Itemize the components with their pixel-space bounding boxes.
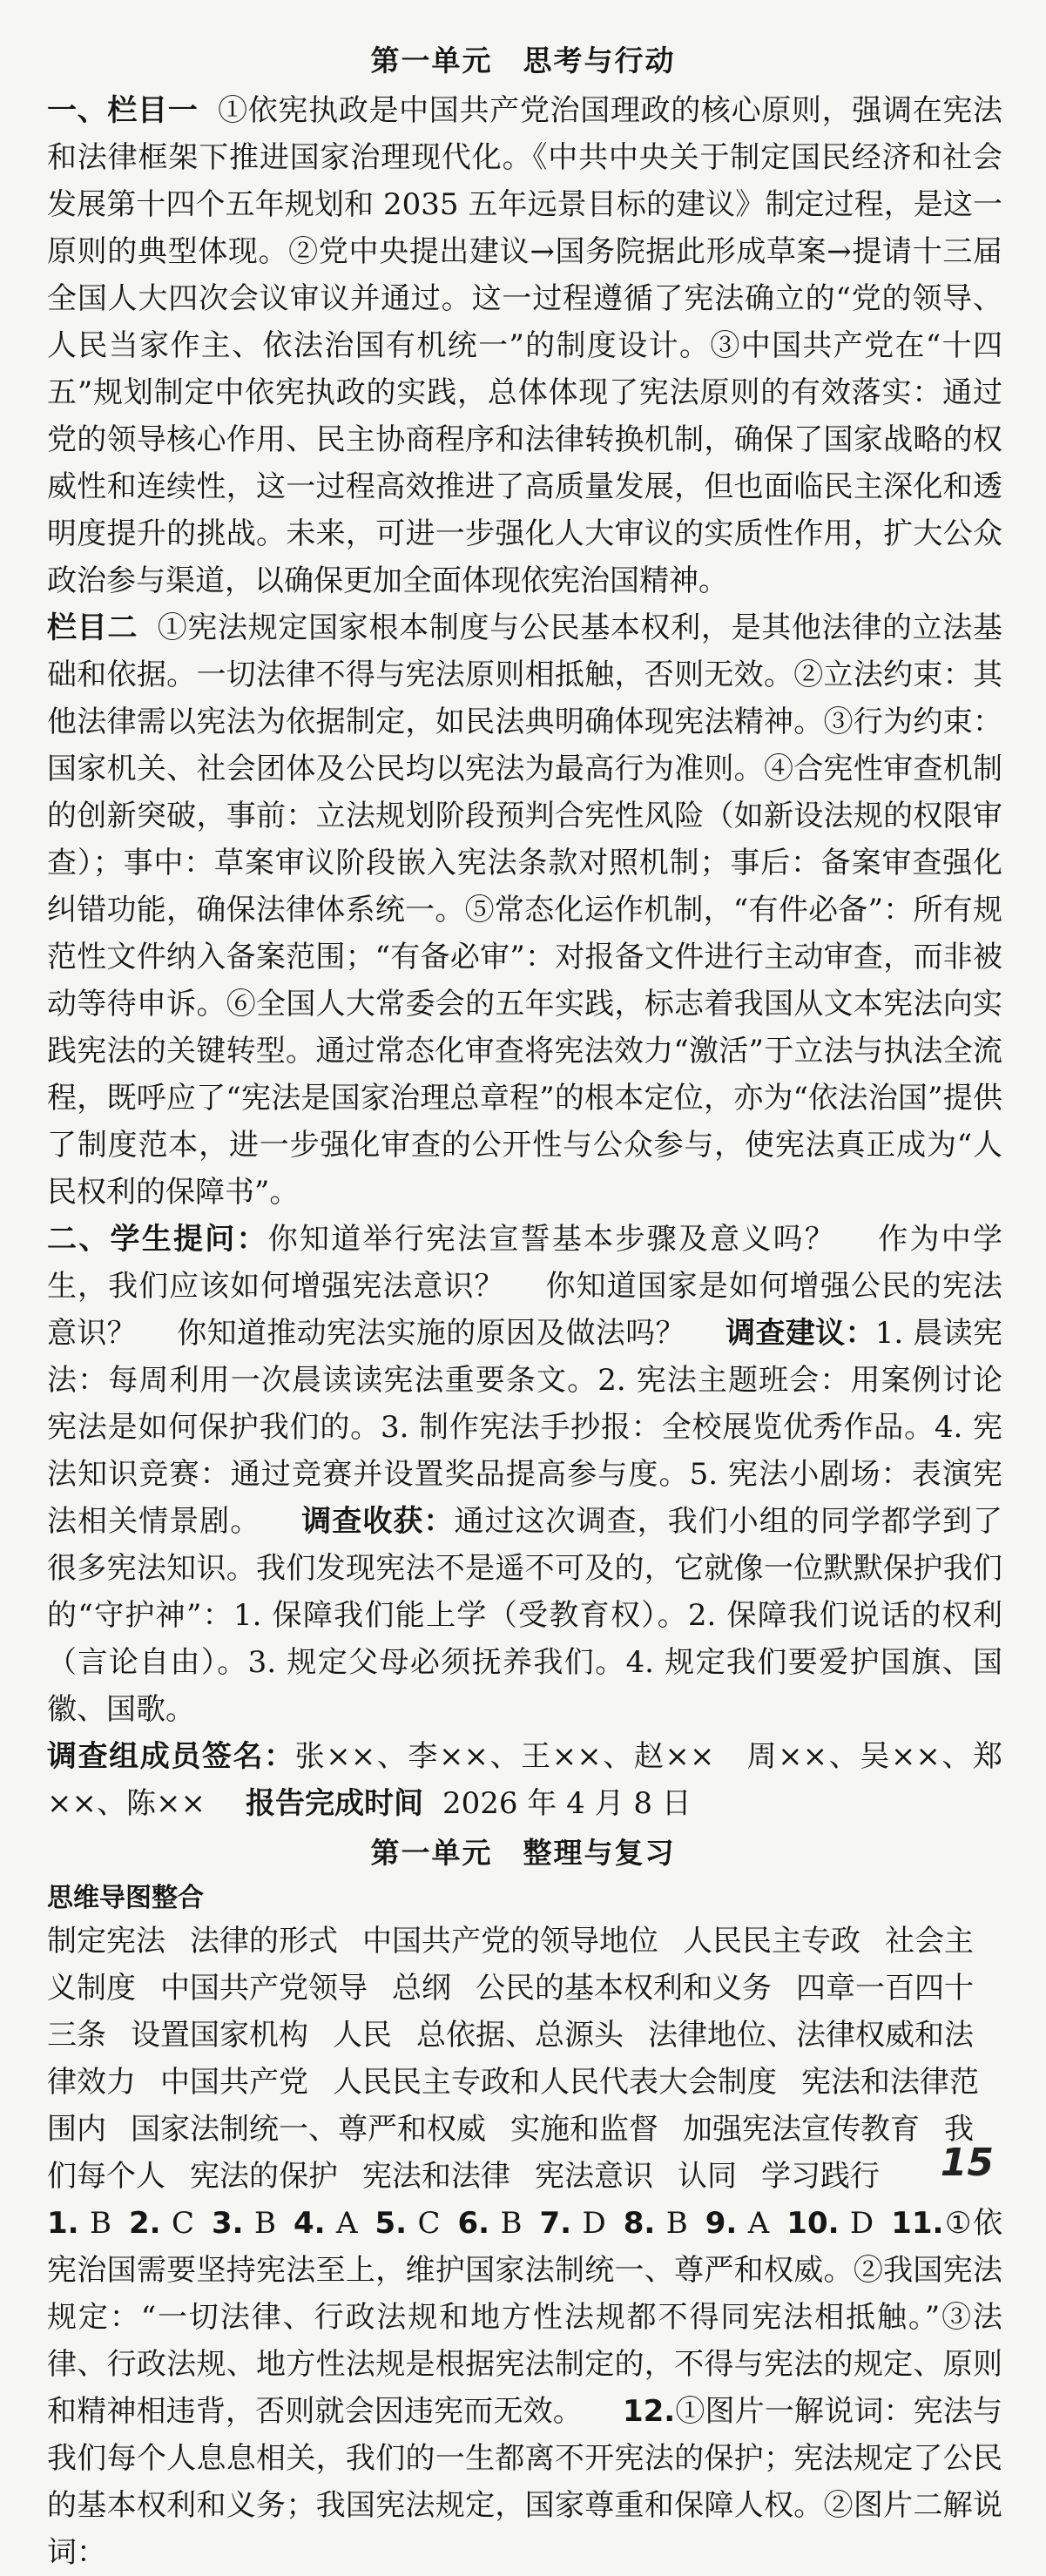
mindmap-term: 国家法制统一、尊严和权威 [131,2112,486,2147]
question-4: 你知道推动宪法实施的原因及做法吗？ [176,1316,685,1351]
column2-paragraph [47,604,1002,1216]
mindmap-term: 我们每个人 [47,2112,974,2194]
column2-text: ①宪法规定国家根本制度与公民基本权利，是其他法律的立法基础和依据。一切法律不得与宪法原则相抵触，否则无效。②立法约束：其他法律需以宪法为依据制定，如民法典明确体现宪法精神。③行为约束：国家机关、社会团体及公民均以宪法为最高行为准则。④合宪性审查机制的创新突破，事前：立法规划阶段预判合宪性风险（如新设法规的权限审查）；事中：草案审议阶段嵌入宪法条款对照机制；事后：备案审查强化纠错功能，确保法律体系统一。⑤常态化运作机制，“有件必备”：所有规范性文件纳入备案范围；“有备必审”：对报备文件进行主动审查，而非被动等待申诉。⑥全国人大常委会的五年实践，标志着我国从文本宪法向实践宪法的关键转型。通过常态化审查将宪法效力“激活”于立法与执法全流程，既呼应了“宪法是国家治理总章程”的根本定位，亦为“依法治国”提供了制度范本，进一步强化审查的公开性与公众参与，使宪法真正成为“人民权利的保障书”。 [47,610,1003,1210]
answer-choice: B [89,2206,111,2241]
answer-choice: D [582,2206,606,2241]
mindmap-term: 人民民主专政和人民代表大会制度 [333,2065,777,2100]
mindmap-term: 中国共产党领导 [160,1971,368,2006]
mindmap-terms [47,1918,1002,2200]
choice-answers [47,2206,891,2241]
answer-choice: A [747,2206,770,2241]
answer-choice: B [253,2206,276,2241]
answer-choice: A [335,2206,358,2241]
members-label: 调查组成员签名： [47,1739,295,1774]
answer-choice: D [849,2206,874,2241]
mindmap-term: 宪法和法律 [362,2159,510,2194]
answer-choice: B [500,2206,523,2241]
student-questions-paragraph [47,1216,1002,1733]
mindmap-term: 中国共产党的领导地位 [362,1924,658,1959]
mindmap-term: 宪法的保护 [190,2159,338,2194]
answer-number: 10. [786,2206,840,2241]
answer-number: 8. [623,2206,656,2241]
page-content [0,35,1046,2576]
review-title: 第一单元 整理与复习 [370,1836,676,1870]
answer-number: 2. [128,2206,161,2241]
mindmap-label: 思维导图整合 [47,1883,204,1913]
mindmap-term: 人民民主专政 [683,1924,860,1959]
mindmap-term: 学习践行 [761,2159,880,2194]
answer-number: 3. [211,2206,244,2241]
mindmap-term: 实施和监督 [510,2112,658,2147]
mindmap-term: 四章一百四十三条 [47,1971,974,2053]
answer-number: 4. [293,2206,326,2241]
answers-paragraph [47,2200,1002,2576]
answer-number: 5. [375,2206,408,2241]
mindmap-term: 公民的基本权利和义务 [476,1971,772,2006]
mindmap-term: 社会主义制度 [47,1924,974,2006]
column1-paragraph [47,87,1002,604]
answer-choice: B [665,2206,688,2241]
answer-choice: C [417,2206,441,2241]
q12-text: ①图片一解说词：宪法与我们每个人息息相关，我们的一生都离不开宪法的保护；宪法规定了公民的基本权利和义务；我国宪法规定，国家尊重和保障人权。②图片二解说词： [47,2394,1003,2570]
question-2: 作为中学生，我们应该如何增强宪法意识？ [47,1222,1003,1304]
unit1-title: 第一单元 思考与行动 [370,44,676,78]
column2-label: 栏目二 [47,610,138,645]
mindmap-term: 总依据、总源头 [416,2018,624,2053]
mindmap-term: 制定宪法 [47,1924,165,1959]
mindmap-term: 宪法和法律范围内 [47,2065,979,2147]
column1-text: ①依宪执政是中国共产党治国理政的核心原则，强调在宪法和法律框架下推进国家治理现代化。《中共中央关于制定国民经济和社会发展第十四个五年规划和 2035 五年远景目标的建议》制定过程，是这一原则的典型体现。②党中央提出建议→国务院据此形成草案→提请十三届全国人大四次会议审议并通过。这一过程遵循了宪法确立的“党的领导、人民当家作主、依法治国有机统一”的制度设计。③中国共产党在“十四五”规划制定中依宪执政的实践，总体体现了宪法原则的有效落实：通过党的领导核心作用、民主协商程序和法律转换机制，确保了国家战略的权威性和连续性，这一过程高效推进了高质量发展，但也面临民主深化和透明度提升的挑战。未来，可进一步强化人大审议的实质性作用，扩大公众政治参与渠道，以确保更加全面体现依宪治国精神。 [47,93,1003,598]
mindmap-term: 法律地位、法律权威和法律效力 [47,2018,974,2100]
members-text: 张××、李××、王××、赵×× 周××、吴××、郑××、陈×× [47,1739,1003,1821]
survey-suggestion-label: 调查建议： [725,1316,875,1351]
mindmap-term: 宪法意识 [535,2159,653,2194]
members-paragraph [47,1733,1002,1827]
column1-label: 一、栏目一 [47,93,199,128]
survey-suggestion-text: 1. 晨读宪法：每周利用一次晨读读宪法重要条文。2. 宪法主题班会：用案例讨论宪法是如何保护我们的。3. 制作宪法手抄报：全校展览优秀作品。4. 宪法知识竞赛：通过竞赛并设置奖品提高参与度。5. 宪法小剧场：表演宪法相关情景剧。 [47,1316,1003,1539]
mindmap-term: 人民 [333,2018,392,2053]
survey-gain-label: 调查收获： [300,1504,455,1539]
date-text: 2026 年 4 月 8 日 [442,1786,692,1821]
mindmap-term: 总纲 [392,1971,451,2006]
answer-number: 6. [457,2206,490,2241]
date-label: 报告完成时间 [245,1786,423,1821]
mindmap-term: 加强宪法宣传教育 [683,2112,920,2147]
answer-choice: C [171,2206,194,2241]
page-number: 15 [940,2141,994,2185]
answer-number: 1. [47,2206,79,2241]
answer-number: 7. [539,2206,572,2241]
q12-number: 12. [622,2394,676,2429]
q11-text: ①依宪治国需要坚持宪法至上，维护国家法制统一、尊严和权威。②我国宪法规定：“一切法律、行政法规和地方性法规都不得同宪法相抵触。”③法律、行政法规、地方性法规是根据宪法制定的，不得与宪法的规定、原则和精神相违背，否则就会因违宪而无效。 [47,2206,1003,2429]
survey-gain-text: 通过这次调查，我们小组的同学都学到了很多宪法知识。我们发现宪法不是遥不可及的，它就像一位默默保护我们的“守护神”：1. 保障我们能上学（受教育权）。2. 保障我们说话的权利（言论自由）。3. 规定父母必须抚养我们。4. 规定我们要爱护国旗、国徽、国歌。 [47,1504,1003,1727]
question-3: 你知道国家是如何增强公民的宪法意识？ [47,1269,1002,1351]
q11-number: 11. [891,2206,944,2241]
mindmap-term: 认同 [678,2159,737,2194]
mindmap-term: 设置国家机构 [131,2018,308,2053]
answer-number: 9. [705,2206,738,2241]
student-questions-label: 二、学生提问： [47,1222,268,1257]
mindmap-term: 法律的形式 [190,1924,338,1959]
mindmap-term: 中国共产党 [160,2065,308,2100]
question-1: 你知道举行宪法宣誓基本步骤及意义吗？ [267,1222,837,1257]
